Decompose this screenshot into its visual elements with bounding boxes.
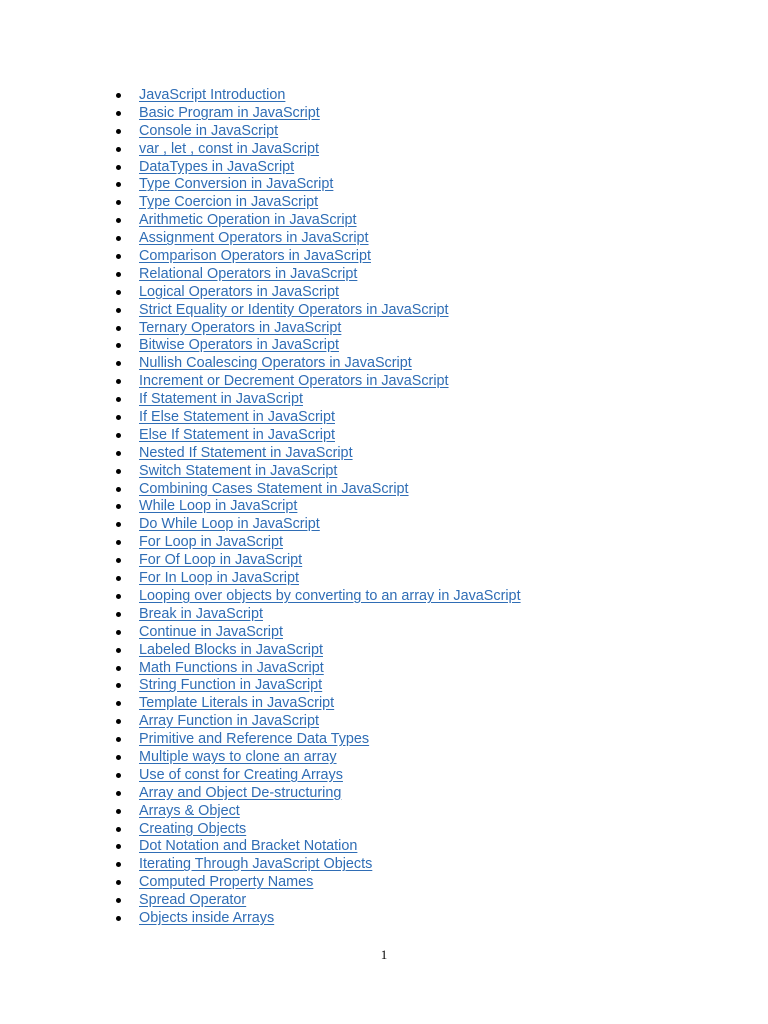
bullet-icon bbox=[116, 737, 121, 742]
toc-link[interactable]: Else If Statement in JavaScript bbox=[139, 426, 335, 443]
list-item bbox=[0, 140, 521, 158]
toc-link[interactable]: Use of const for Creating Arrays bbox=[139, 766, 343, 783]
list-item bbox=[0, 104, 521, 122]
bullet-icon bbox=[116, 522, 121, 527]
bullet-icon bbox=[116, 451, 121, 456]
bullet-icon bbox=[116, 129, 121, 134]
list-item bbox=[0, 319, 521, 337]
list-item bbox=[0, 730, 521, 748]
list-item bbox=[0, 211, 521, 229]
list-item bbox=[0, 372, 521, 390]
list-item bbox=[0, 426, 521, 444]
list-item bbox=[0, 533, 521, 551]
bullet-icon bbox=[116, 343, 121, 348]
list-item bbox=[0, 623, 521, 641]
bullet-icon bbox=[116, 576, 121, 581]
list-item bbox=[0, 408, 521, 426]
toc-link[interactable]: Bitwise Operators in JavaScript bbox=[139, 337, 339, 354]
toc-link[interactable]: Relational Operators in JavaScript bbox=[139, 265, 358, 282]
toc-link[interactable]: Array Function in JavaScript bbox=[139, 713, 319, 730]
list-item bbox=[0, 301, 521, 319]
toc-link[interactable]: Increment or Decrement Operators in JavaScript bbox=[139, 373, 449, 390]
list-item bbox=[0, 712, 521, 730]
bullet-icon bbox=[116, 218, 121, 223]
list-item bbox=[0, 122, 521, 140]
bullet-icon bbox=[116, 487, 121, 492]
list-item bbox=[0, 802, 521, 820]
toc-link[interactable]: Objects inside Arrays bbox=[139, 909, 275, 926]
bullet-icon bbox=[116, 200, 121, 205]
toc-link[interactable]: Computed Property Names bbox=[139, 874, 314, 891]
toc-link[interactable]: Arrays & Object bbox=[139, 802, 240, 819]
bullet-icon bbox=[116, 827, 121, 832]
list-item bbox=[0, 873, 521, 891]
bullet-icon bbox=[116, 719, 121, 724]
bullet-icon bbox=[116, 755, 121, 760]
toc-link[interactable]: Continue in JavaScript bbox=[139, 623, 283, 640]
list-item bbox=[0, 587, 521, 605]
list-item bbox=[0, 336, 521, 354]
bullet-icon bbox=[116, 844, 121, 849]
toc-link[interactable]: Assignment Operators in JavaScript bbox=[139, 230, 369, 247]
toc-link[interactable]: Combining Cases Statement in JavaScript bbox=[139, 480, 409, 497]
toc-link[interactable]: String Function in JavaScript bbox=[139, 677, 323, 694]
toc-link[interactable]: Iterating Through JavaScript Objects bbox=[139, 856, 373, 873]
bullet-icon bbox=[116, 880, 121, 885]
bullet-icon bbox=[116, 147, 121, 152]
toc-link[interactable]: Template Literals in JavaScript bbox=[139, 695, 335, 712]
bullet-icon bbox=[116, 809, 121, 814]
toc-link[interactable]: Switch Statement in JavaScript bbox=[139, 462, 338, 479]
list-item bbox=[0, 283, 521, 301]
list-item bbox=[0, 820, 521, 838]
bullet-icon bbox=[116, 916, 121, 921]
list-item bbox=[0, 694, 521, 712]
list-item bbox=[0, 855, 521, 873]
toc-link[interactable]: Comparison Operators in JavaScript bbox=[139, 248, 371, 265]
list-item bbox=[0, 748, 521, 766]
toc-link[interactable]: Basic Program in JavaScript bbox=[139, 104, 320, 121]
bullet-icon bbox=[116, 540, 121, 545]
bullet-icon bbox=[116, 630, 121, 635]
list-item bbox=[0, 659, 521, 677]
toc-link[interactable]: Looping over objects by converting to an array in JavaScript bbox=[139, 587, 521, 604]
bullet-icon bbox=[116, 898, 121, 903]
list-item bbox=[0, 480, 521, 498]
toc-link[interactable]: DataTypes in JavaScript bbox=[139, 158, 295, 175]
list-item bbox=[0, 784, 521, 802]
toc-link[interactable]: Math Functions in JavaScript bbox=[139, 659, 324, 676]
list-item bbox=[0, 569, 521, 587]
bullet-icon bbox=[116, 308, 121, 313]
toc-link[interactable]: Logical Operators in JavaScript bbox=[139, 283, 339, 300]
bullet-icon bbox=[116, 433, 121, 438]
toc-link[interactable]: var , let , const in JavaScript bbox=[139, 140, 319, 157]
bullet-icon bbox=[116, 773, 121, 778]
bullet-icon bbox=[116, 361, 121, 366]
toc-link[interactable]: While Loop in JavaScript bbox=[139, 498, 298, 515]
bullet-icon bbox=[116, 379, 121, 384]
bullet-icon bbox=[116, 469, 121, 474]
bullet-icon bbox=[116, 93, 121, 98]
page-number: 1 bbox=[380, 947, 388, 962]
list-item bbox=[0, 641, 521, 659]
bullet-icon bbox=[116, 165, 121, 170]
list-item bbox=[0, 86, 521, 104]
toc-link[interactable]: Arithmetic Operation in JavaScript bbox=[139, 212, 357, 229]
list-item bbox=[0, 891, 521, 909]
list-item bbox=[0, 193, 521, 211]
bullet-icon bbox=[116, 558, 121, 563]
list-item bbox=[0, 444, 521, 462]
bullet-icon bbox=[116, 504, 121, 509]
bullet-icon bbox=[116, 236, 121, 241]
list-item bbox=[0, 247, 521, 265]
list-item bbox=[0, 837, 521, 855]
toc-link[interactable]: Spread Operator bbox=[139, 892, 247, 909]
bullet-icon bbox=[116, 415, 121, 420]
toc-link[interactable]: JavaScript Introduction bbox=[139, 87, 286, 103]
list-item bbox=[0, 605, 521, 623]
list-item bbox=[0, 676, 521, 694]
bullet-icon bbox=[116, 701, 121, 706]
toc-link[interactable]: If Statement in JavaScript bbox=[139, 391, 303, 408]
toc-link[interactable]: Nested If Statement in JavaScript bbox=[139, 444, 353, 461]
bullet-icon bbox=[116, 666, 121, 671]
toc-link[interactable]: Strict Equality or Identity Operators in JavaScript bbox=[139, 301, 449, 318]
toc-link[interactable]: Break in JavaScript bbox=[139, 605, 263, 622]
table-of-contents-list bbox=[0, 86, 521, 927]
list-item bbox=[0, 390, 521, 408]
bullet-icon bbox=[116, 272, 121, 277]
toc-link[interactable]: Labeled Blocks in JavaScript bbox=[139, 641, 323, 658]
toc-link[interactable]: Primitive and Reference Data Types bbox=[139, 731, 370, 748]
list-item bbox=[0, 909, 521, 927]
bullet-icon bbox=[116, 594, 121, 599]
toc-link[interactable]: For In Loop in JavaScript bbox=[139, 570, 299, 587]
toc-link[interactable]: Array and Object De-structuring bbox=[139, 784, 342, 801]
bullet-icon bbox=[116, 397, 121, 402]
toc-link[interactable]: Dot Notation and Bracket Notation bbox=[139, 838, 358, 855]
list-item bbox=[0, 265, 521, 283]
toc-link[interactable]: If Else Statement in JavaScript bbox=[139, 409, 335, 426]
list-item bbox=[0, 354, 521, 372]
list-item bbox=[0, 766, 521, 784]
toc-link[interactable]: Nullish Coalescing Operators in JavaScript bbox=[139, 355, 412, 372]
bullet-icon bbox=[116, 290, 121, 295]
bullet-icon bbox=[116, 182, 121, 187]
bullet-icon bbox=[116, 862, 121, 867]
list-item bbox=[0, 551, 521, 569]
bullet-icon bbox=[116, 326, 121, 331]
toc-link[interactable]: Type Coercion in JavaScript bbox=[139, 194, 319, 211]
bullet-icon bbox=[116, 791, 121, 796]
bullet-icon bbox=[116, 683, 121, 688]
bullet-icon bbox=[116, 111, 121, 116]
toc-link[interactable]: For Loop in JavaScript bbox=[139, 534, 283, 551]
list-item bbox=[0, 175, 521, 193]
toc-link[interactable]: Type Conversion in JavaScript bbox=[139, 176, 334, 193]
list-item bbox=[0, 229, 521, 247]
list-item bbox=[0, 515, 521, 533]
list-item bbox=[0, 497, 521, 515]
list-item bbox=[0, 158, 521, 176]
toc-link[interactable]: For Of Loop in JavaScript bbox=[139, 552, 303, 569]
bullet-icon bbox=[116, 612, 121, 617]
toc-link[interactable]: Console in JavaScript bbox=[139, 122, 279, 139]
bullet-icon bbox=[116, 648, 121, 653]
toc-link[interactable]: Creating Objects bbox=[139, 820, 247, 837]
toc-link[interactable]: Multiple ways to clone an array bbox=[139, 748, 337, 765]
toc-link[interactable]: Ternary Operators in JavaScript bbox=[139, 319, 342, 336]
bullet-icon bbox=[116, 254, 121, 259]
toc-link[interactable]: Do While Loop in JavaScript bbox=[139, 516, 320, 533]
list-item bbox=[0, 462, 521, 480]
